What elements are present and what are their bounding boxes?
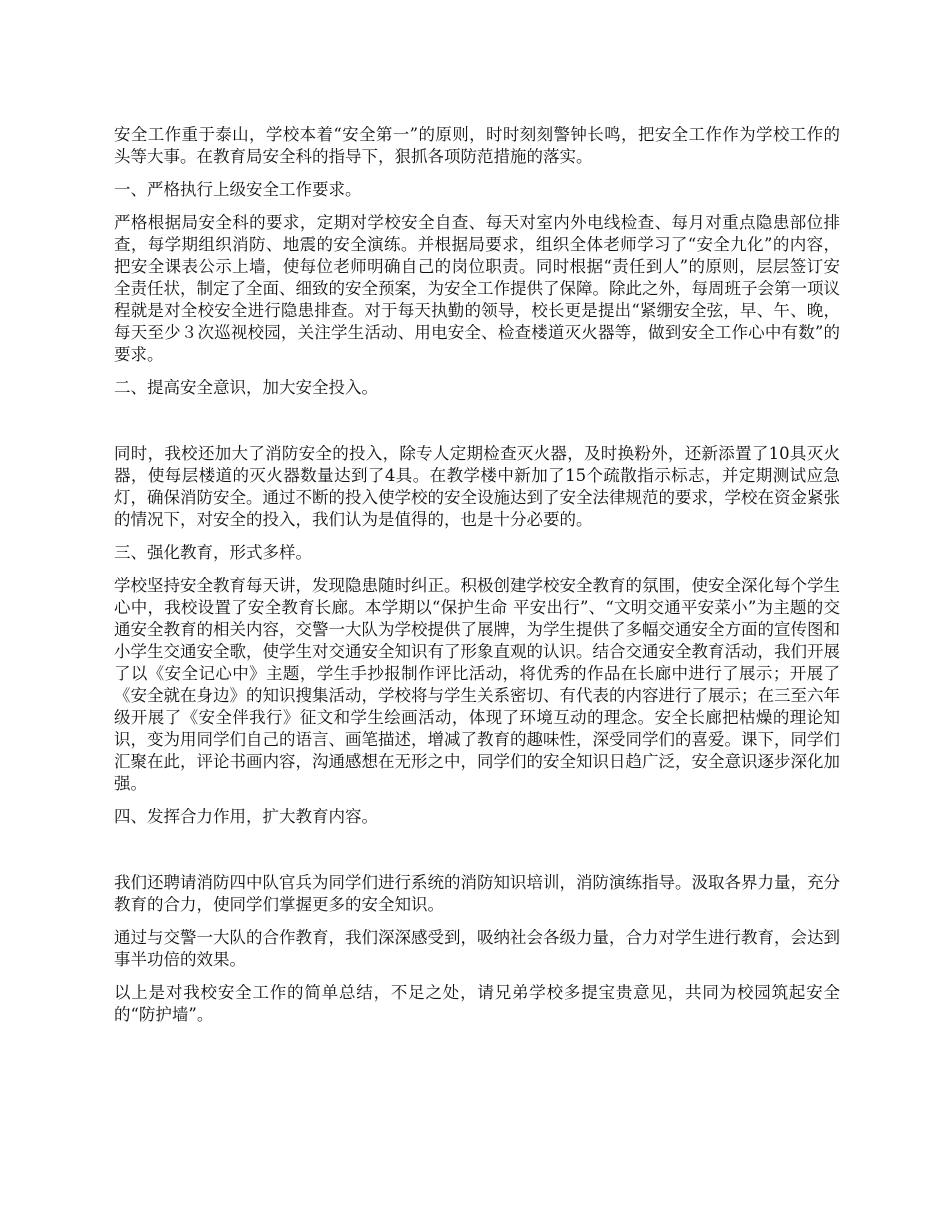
section-heading-3: 三、强化教育，形式多样。	[114, 543, 312, 562]
document-page	[114, 124, 840, 1037]
section-heading-2: 二、提高安全意识，加大安全投入。	[114, 378, 378, 397]
section-4-paragraph: 我们还聘请消防四中队官兵为同学们进行系统的消防知识培训，消防演练指导。汲取各界力量，充分教育的合力，使同学们掌握更多的安全知识。	[114, 873, 840, 914]
section-2-paragraph: 同时，我校还加大了消防安全的投入，除专人定期检查灭火器，及时换粉外，还新添置了10具灭火器，使每层楼道的灭火器数量达到了4具。在教学楼中新加了15个疏散指示标志，并定期测试应急灯，确保消防安全。通过不断的投入使学校的安全设施达到了安全法律规范的要求，学校在资金紧张的情况下，对安全的投入，我们认为是值得的，也是十分必要的。	[114, 444, 840, 529]
section-1-paragraph: 严格根据局安全科的要求，定期对学校安全自查、每天对室内外电线检查、每月对重点隐患部位排查，每学期组织消防、地震的安全演练。并根据局要求，组织全体老师学习了“安全九化”的内容，把安全课表公示上墙，使每位老师明确自己的岗位职责。同时根据“责任到人”的原则，层层签订安全责任状，制定了全面、细致的安全预案，为安全工作提供了保障。除此之外，每周班子会第一项议程就是对全校安全进行隐患排查。对于每天执勤的领导，校长更是提出“紧绷安全弦，早、午、晚，每天至少３次巡视校园，关注学生活动、用电安全、检查楼道灭火器等，做到安全工作心中有数”的要求。	[114, 213, 840, 364]
section-3-paragraph: 学校坚持安全教育每天讲，发现隐患随时纠正。积极创建学校安全教育的氛围，使安全深化每个学生心中，我校设置了安全教育长廊。本学期以“保护生命 平安出行”、“文明交通平安菜小”为主题的交通安全教育的相关内容，交警一大队为学校提供了展牌，为学生提供了多幅交通安全方面的宣传图和小学生交通安全歌，使学生对交通安全知识有了形象直观的认识。结合交通安全教育活动，我们开展了以《安全记心中》主题，学生手抄报制作评比活动，将优秀的作品在长廊中进行了展示；开展了《安全就在身边》的知识搜集活动，学校将与学生关系密切、有代表的内容进行了展示；在三至六年级开展了《安全伴我行》征文和学生绘画活动，体现了环境互动的理念。安全长廊把枯燥的理论知识，变为用同学们自己的语言、画笔描述，增减了教育的趣味性，深受同学们的喜爱。课下，同学们汇聚在此，评论书画内容，沟通感想在无形之中，同学们的安全知识日趋广泛，安全意识逐步深化加强。	[114, 576, 840, 793]
intro-paragraph: 安全工作重于泰山，学校本着“安全第一”的原则，时时刻刻警钟长鸣，把安全工作作为学校工作的头等大事。在教育局安全科的指导下，狠抓各项防范措施的落实。	[114, 125, 840, 166]
section-heading-4: 四、发挥合力作用，扩大教育内容。	[114, 807, 378, 826]
cooperation-paragraph: 通过与交警一大队的合作教育，我们深深感受到，吸纳社会各级力量，合力对学生进行教育，会达到事半功倍的效果。	[114, 928, 840, 969]
closing-paragraph: 以上是对我校安全工作的简单总结，不足之处，请兄弟学校多提宝贵意见，共同为校园筑起安全的“防护墙”。	[114, 983, 840, 1024]
blank-gap	[114, 410, 840, 443]
section-heading-1: 一、严格执行上级安全工作要求。	[114, 180, 362, 199]
blank-gap	[114, 839, 840, 872]
